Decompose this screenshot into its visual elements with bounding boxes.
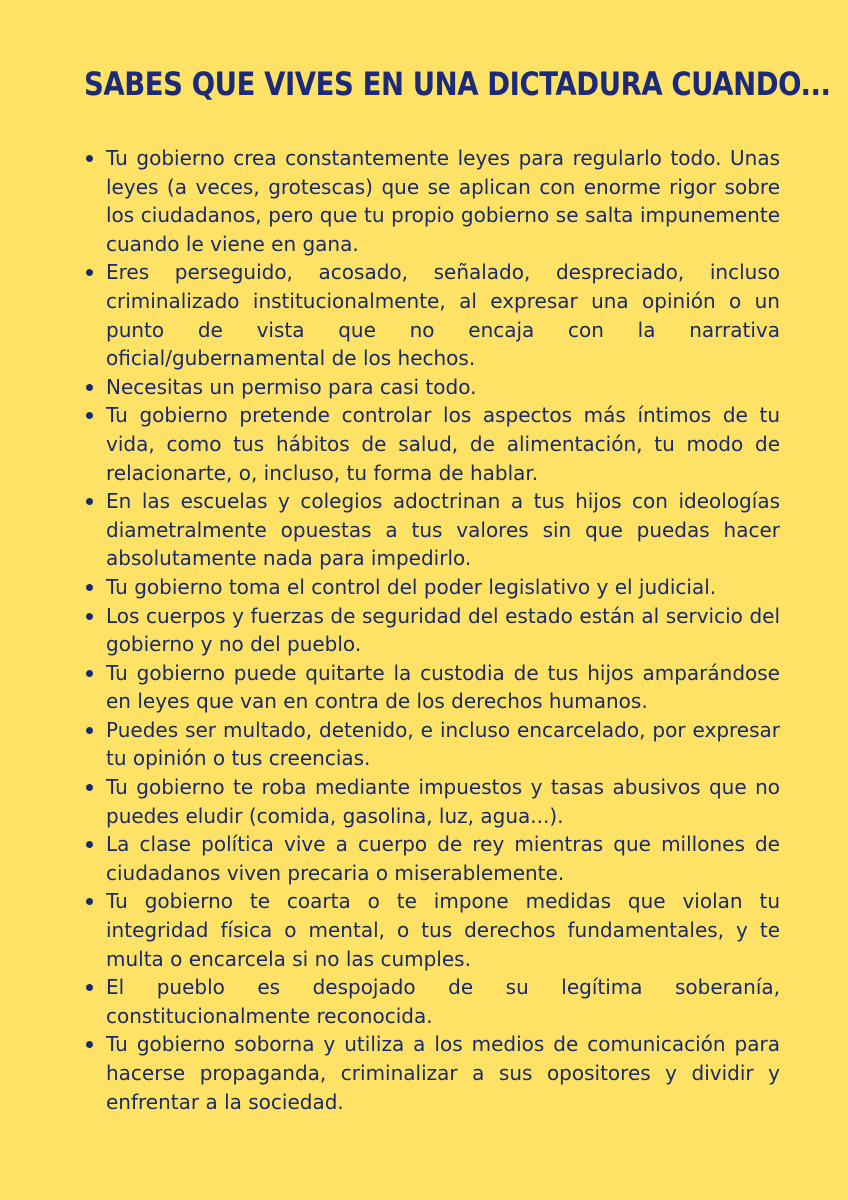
list-item-text: Tu gobierno soborna y utiliza a los medios de comunicación para hacerse propaganda, criminalizar a sus opositores y dividir y enfrentar a la sociedad. [106,1032,780,1114]
list-item-text: Puedes ser multado, detenido, e incluso encarcelado, por expresar tu opinión o tus creencias. [106,717,780,771]
bullet-icon [86,155,93,162]
list-item [84,401,780,487]
list-item-text: Tu gobierno toma el control del poder legislativo y el judicial. [106,574,717,599]
list-item [84,716,780,773]
bullet-icon [86,898,93,905]
page-title: SABES QUE VIVES EN UNA DICTADURA CUANDO... [84,65,831,103]
list-item-text: La clase política vive a cuerpo de rey mientras que millones de ciudadanos viven precaria o miserablemente. [106,832,780,885]
list-item-text: En las escuelas y colegios adoctrinan a tus hijos con ideologías diametralmente opuestas a tus valores sin que puedas hacer absolutamente nada para impedirlo. [106,489,780,571]
list-item [84,973,780,1030]
bullet-icon [86,412,93,419]
list-item-text: Necesitas un permiso para casi todo. [106,374,477,399]
bullet-icon [86,1041,93,1048]
bullet-icon [86,984,93,991]
list-item [84,573,780,602]
bullet-icon [86,269,93,276]
list-item [84,1030,780,1116]
list-item-text: Tu gobierno te coarta o te impone medidas que violan tu integridad física o mental, o tus derechos fundamentales, y te multa o encarcela si no las cumples. [106,889,780,971]
bullet-icon [86,727,93,734]
list-item-text: El pueblo es despojado de su legítima soberanía, constitucionalmente reconocida. [106,975,780,1028]
list-item [84,887,780,973]
list-item [84,773,780,830]
list-item-text: Tu gobierno pretende controlar los aspectos más íntimos de tu vida, como tus hábitos de salud, de alimentación, tu modo de relacionarte, o, incluso, tu forma de hablar. [106,403,780,485]
bullet-icon [86,670,93,677]
bullet-icon [86,384,93,391]
list-item [84,830,780,887]
bullet-icon [86,584,93,591]
list-item-text: Eres perseguido, acosado, señalado, despreciado, incluso criminalizado institucionalmente, al expresar una opinión o un punto de vista que no encaja con la narrativa oficial/gubernamental de los hechos. [106,260,780,371]
bullet-icon [86,784,93,791]
bullet-icon [86,613,93,620]
list-item [84,487,780,573]
bullet-icon [86,498,93,505]
bullet-list [84,144,780,1116]
list-item [84,373,780,402]
list-item-text: Tu gobierno puede quitarte la custodia de tus hijos amparándose en leyes que van en contra de los derechos humanos. [106,660,780,714]
bullet-icon [86,841,93,848]
list-item [84,144,780,258]
list-item [84,659,780,716]
list-item-text: Tu gobierno crea constantemente leyes para regularlo todo. Unas leyes (a veces, grotescas) que se aplican con enorme rigor sobre los ciudadanos, pero que tu propio gobierno se salta impunemente cuando le viene en gana. [106,146,780,256]
list-item [84,602,780,659]
list-item-text: Tu gobierno te roba mediante impuestos y tasas abusivos que no puedes eludir (comida, gasolina, luz, agua...). [106,775,780,828]
list-item [84,258,780,372]
list-item-text: Los cuerpos y fuerzas de seguridad del estado están al servicio del gobierno y no del pueblo. [106,603,780,657]
